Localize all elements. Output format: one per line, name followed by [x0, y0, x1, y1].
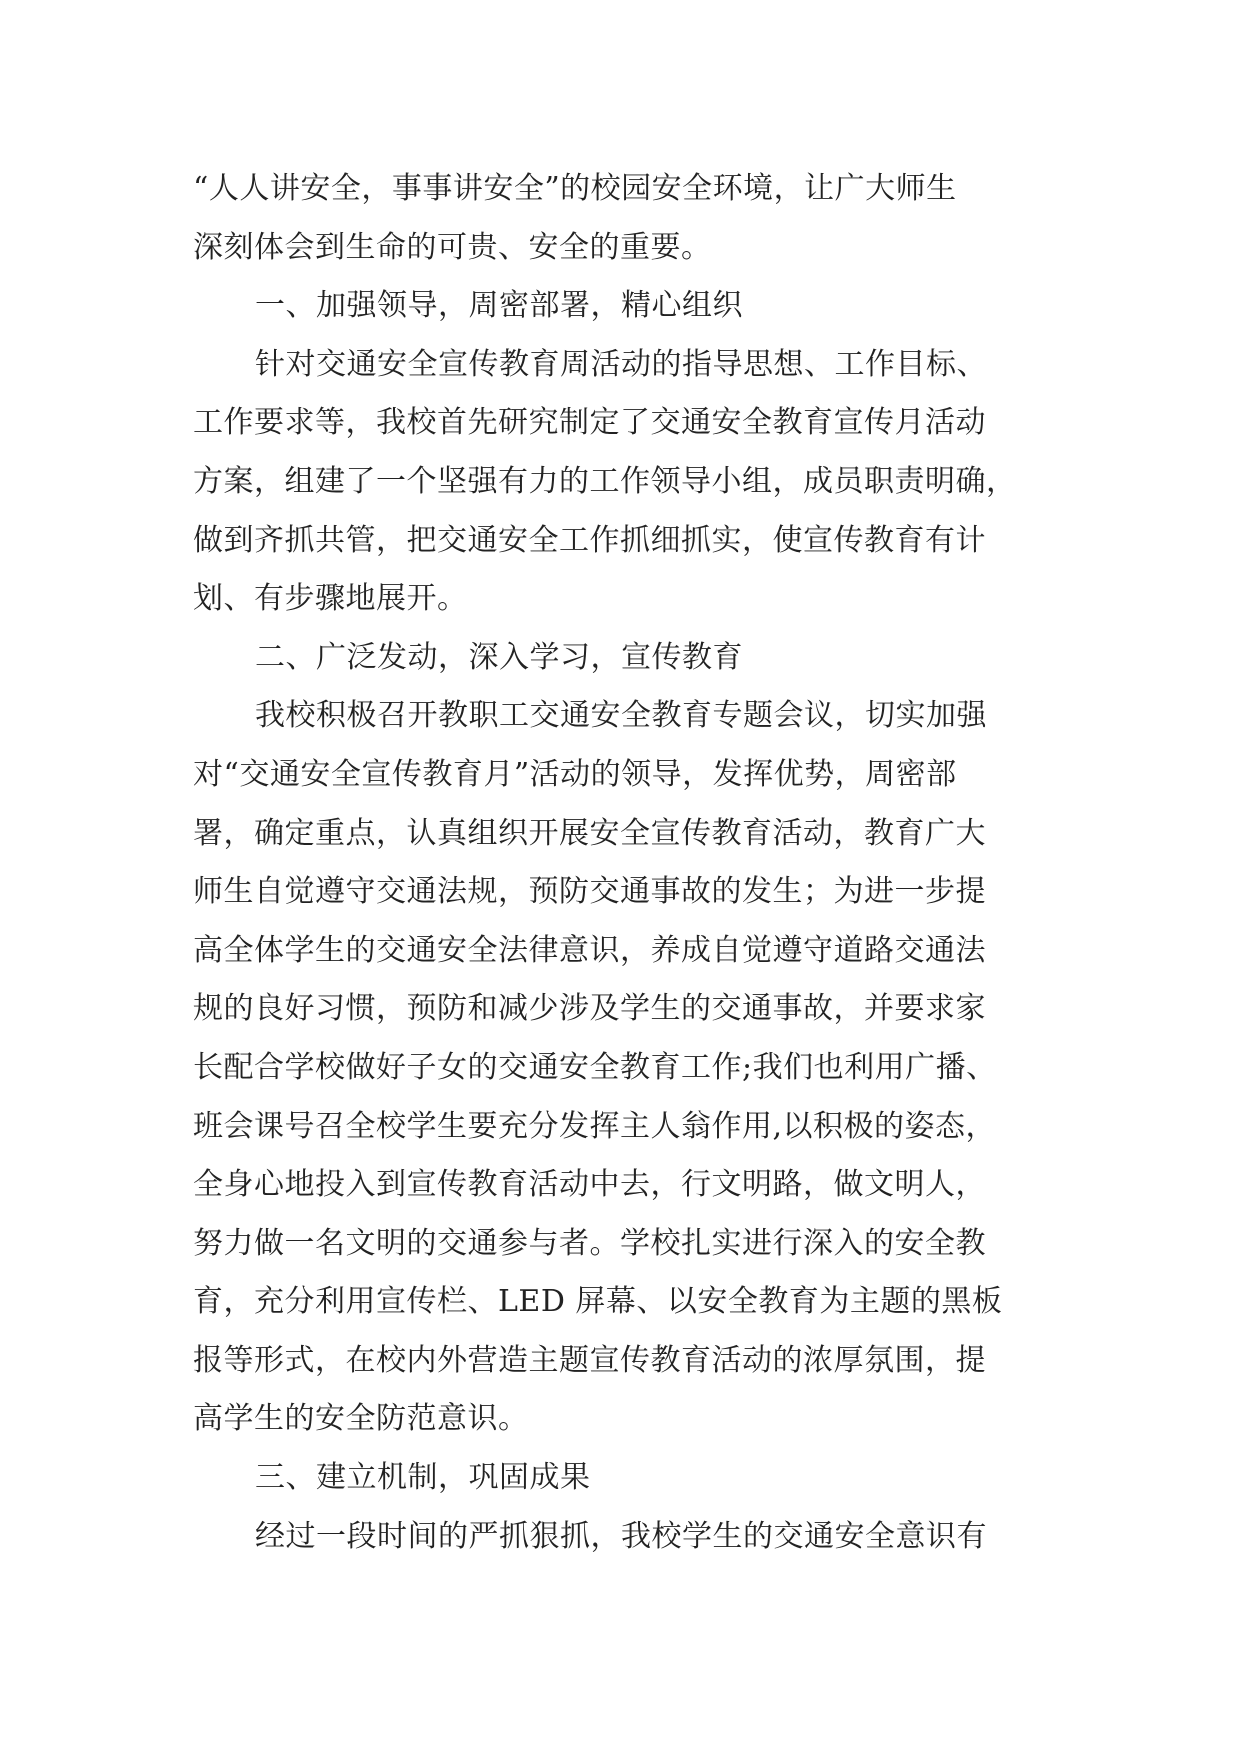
text-line: 方案，组建了一个坚强有力的工作领导小组，成员职责明确，	[193, 463, 1017, 499]
text-line: 署，确定重点，认真组织开展安全宣传教育活动，教育广大	[193, 815, 986, 851]
text-line: 全身心地投入到宣传教育活动中去，行文明路，做文明人，	[193, 1167, 986, 1203]
section-heading-3: 三、建立机制，巩固成果	[255, 1460, 591, 1496]
section-heading-1: 一、加强领导，周密部署，精心组织	[255, 288, 743, 324]
text-line: 班会课号召全校学生要充分发挥主人翁作用,以积极的姿态，	[193, 1108, 997, 1144]
text-line: 师生自觉遵守交通法规，预防交通事故的发生；为进一步提	[193, 874, 986, 910]
text-line: 报等形式，在校内外营造主题宣传教育活动的浓厚氛围，提	[193, 1342, 986, 1378]
paragraph-start: 经过一段时间的严抓狠抓，我校学生的交通安全意识有	[255, 1518, 987, 1554]
section-heading-2: 二、广泛发动，深入学习，宣传教育	[255, 639, 743, 675]
text-line: 长配合学校做好子女的交通安全教育工作;我们也利用广播、	[193, 1049, 997, 1085]
text-line: 高学生的安全防范意识。	[193, 1401, 529, 1437]
document-body	[193, 160, 1053, 1566]
text-line: 高全体学生的交通安全法律意识，养成自觉遵守道路交通法	[193, 932, 986, 968]
text-line: “人人讲安全，事事讲安全”的校园安全环境，让广大师生	[193, 171, 957, 206]
paragraph-start: 针对交通安全宣传教育周活动的指导思想、工作目标、	[255, 346, 987, 382]
text-line: 深刻体会到生命的可贵、安全的重要。	[193, 229, 712, 265]
text-line: 对“交通安全宣传教育月”活动的领导，发挥优势，周密部	[193, 756, 957, 792]
text-line: 工作要求等，我校首先研究制定了交通安全教育宣传月活动	[193, 405, 986, 441]
text-line: 规的良好习惯，预防和减少涉及学生的交通事故，并要求家	[193, 991, 986, 1027]
text-line: 育，充分利用宣传栏、LED 屏幕、以安全教育为主题的黑板	[193, 1284, 1003, 1320]
paragraph-start: 我校积极召开教职工交通安全教育专题会议，切实加强	[255, 698, 987, 734]
text-line: 努力做一名文明的交通参与者。学校扎实进行深入的安全教	[193, 1225, 986, 1261]
text-line: 做到齐抓共管，把交通安全工作抓细抓实，使宣传教育有计	[193, 522, 986, 558]
text-line: 划、有步骤地展开。	[193, 581, 468, 617]
